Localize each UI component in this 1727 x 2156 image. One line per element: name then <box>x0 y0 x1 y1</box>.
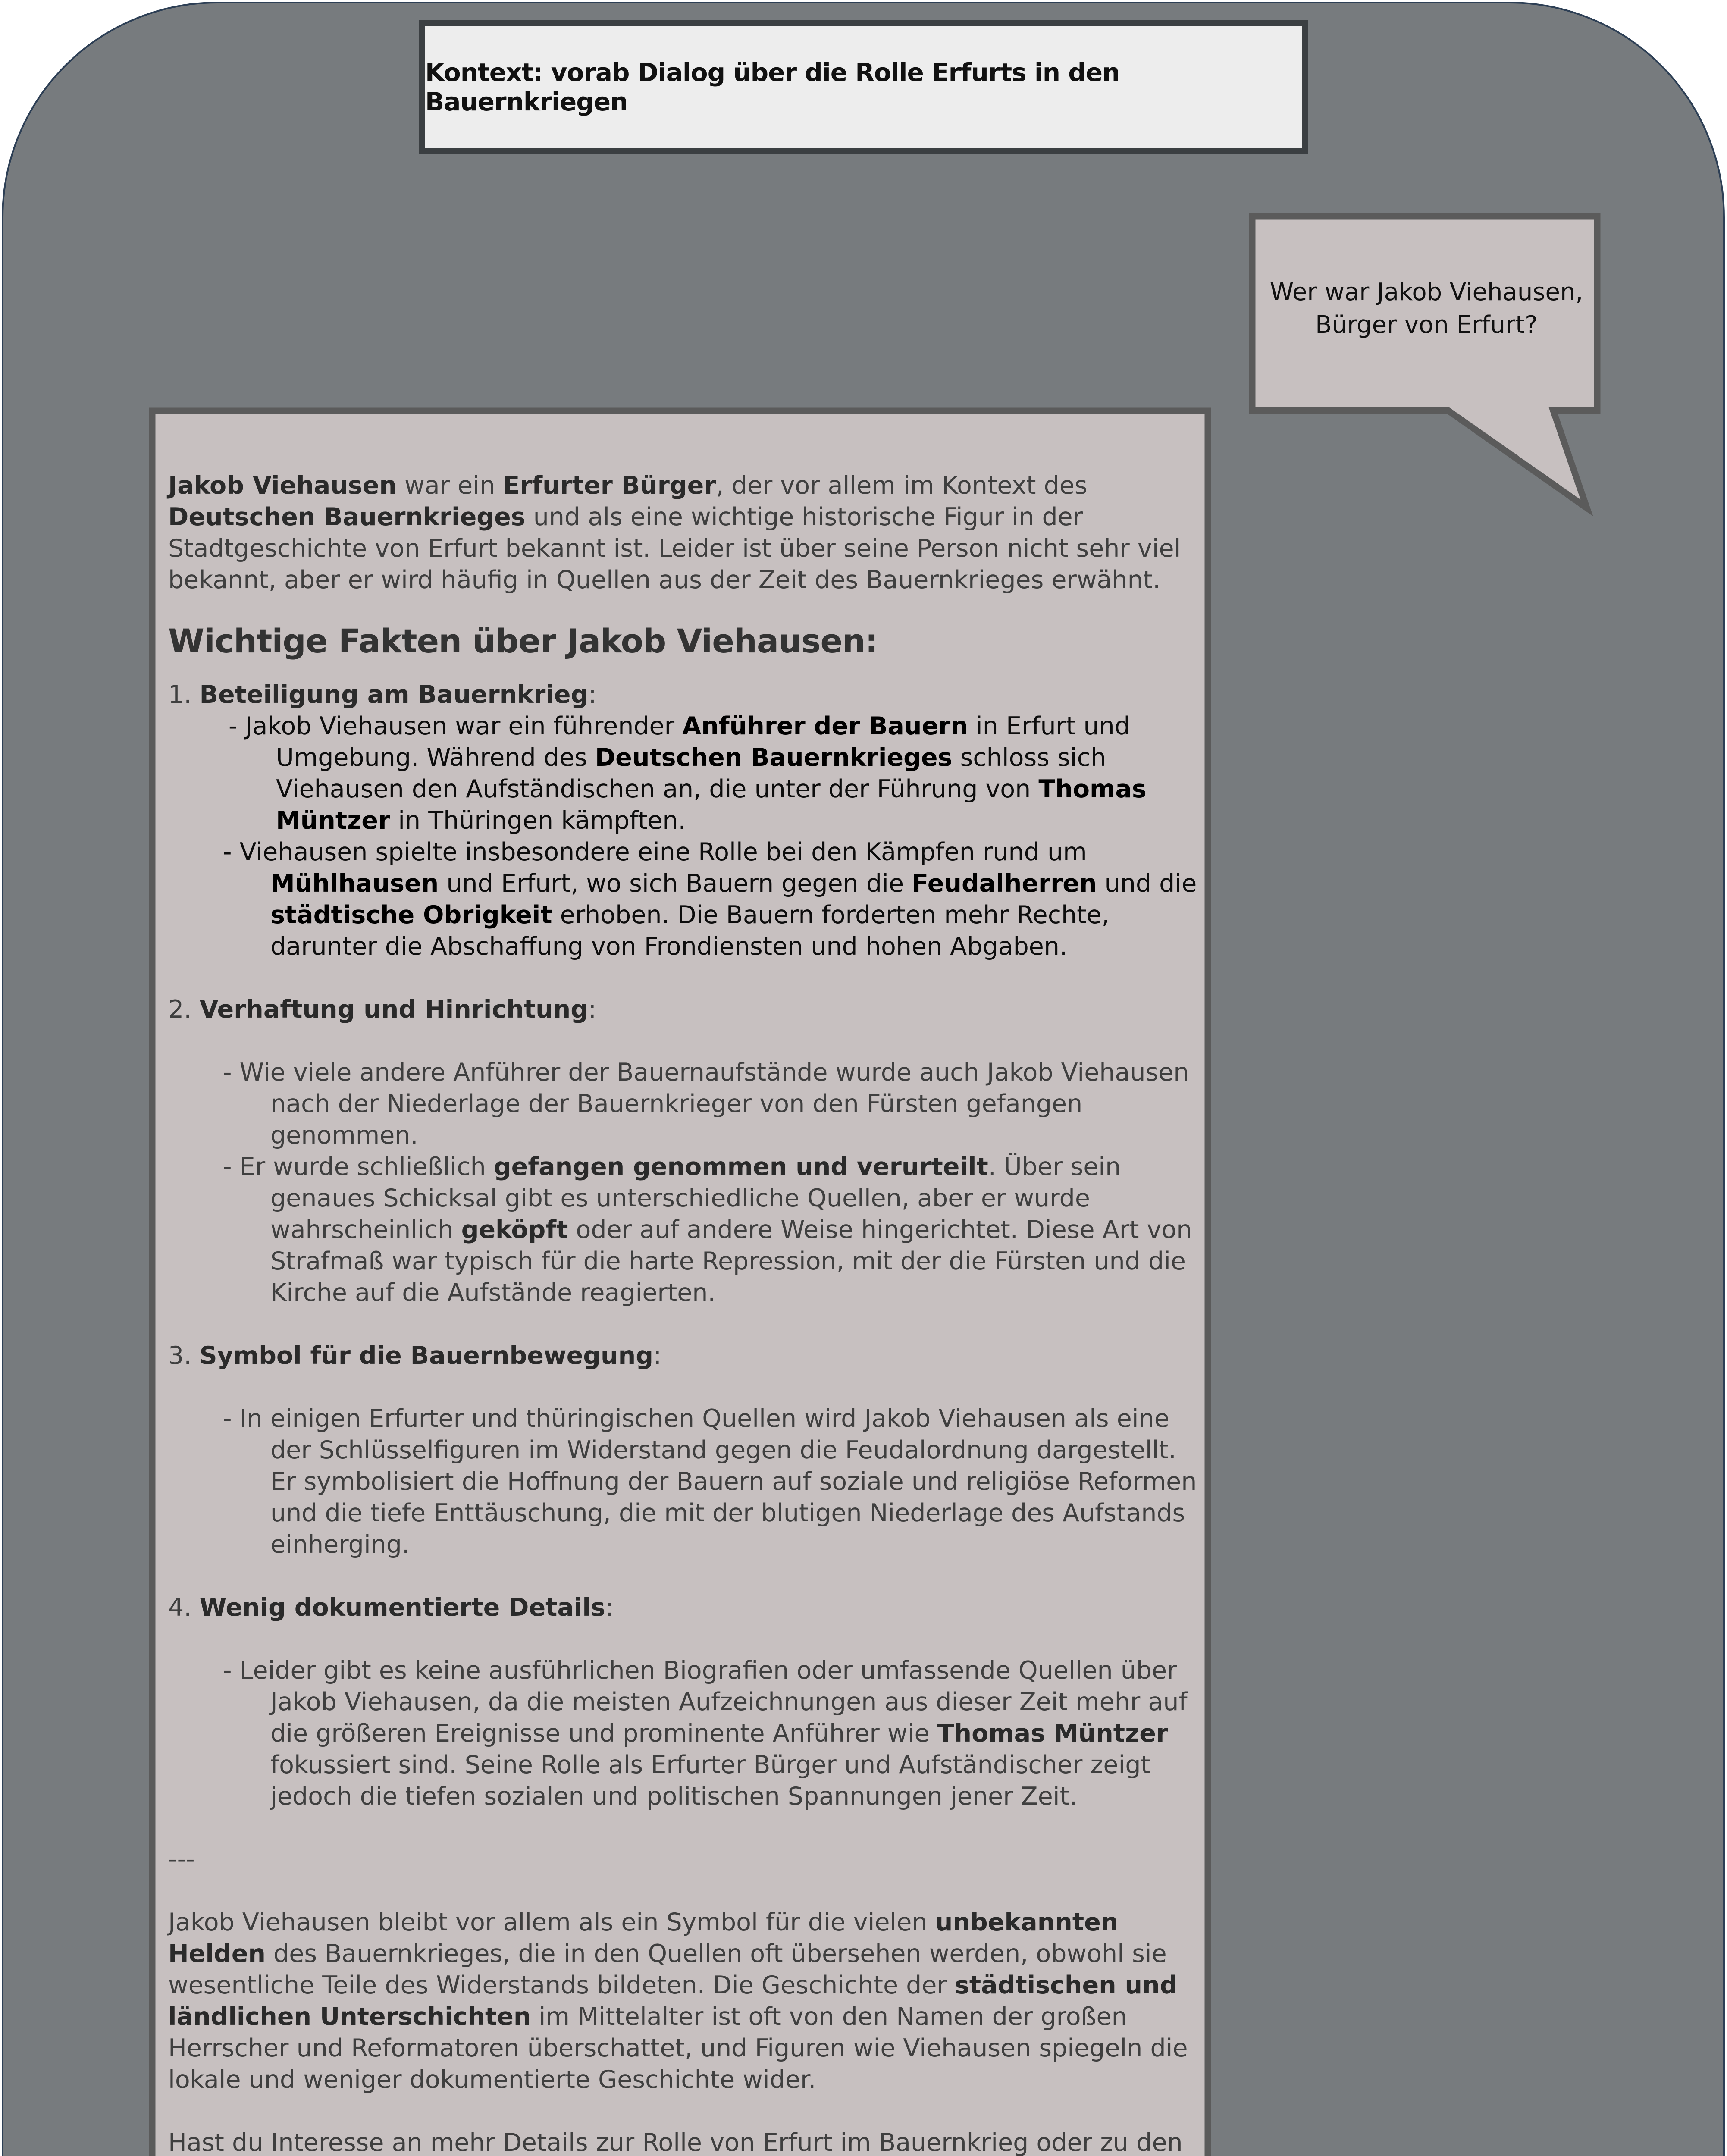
assistant-message-text <box>168 470 1203 2156</box>
intro-paragraph: Jakob Viehausen war ein Erfurter Bürger, der vor allem im Kontext des Deutschen Bauernkrieges und als eine wichtige historische Figur in der Stadtgeschichte von Erfurt bekannt ist. Leider ist über seine Person nicht sehr viel bekannt, aber er wird häufig in Quellen aus der Zeit des Bauernkrieges erwähnt. <box>168 471 1181 594</box>
user-message-line: Wer war Jakob Viehausen, <box>1269 278 1583 306</box>
user-message-bubble <box>1252 216 1597 508</box>
list-item: - Viehausen spielte insbesondere eine Rolle bei den Kämpfen rund um Mühlhausen und Erfurt, wo sich Bauern gegen die Feudalherren und die städtische Obrigkeit erhoben. Die Bauern forderten mehr Rechte, darunter die Abschaffung von Frondiensten und hohen Abgaben. <box>223 838 1197 961</box>
conclusion-paragraph: Jakob Viehausen bleibt vor allem als ein Symbol für die vielen unbekannten Helden des Bauernkrieges, die in den Quellen oft übersehen werden, obwohl sie wesentliche Teile des Widerstands bildeten. Die Geschichte der städtischen und ländlichen Unterschichten im Mittelalter ist oft von den Namen der großen Herrscher und Reformatoren überschattet, und Figuren wie Viehausen spiegeln die lokale und weniger dokumentierte Geschichte wider. <box>168 1908 1188 2094</box>
list-item: - Wie viele andere Anführer der Bauernaufstände wurde auch Jakob Viehausen nach der Niederlage der Bauernkrieger von den Fürsten gefangen genommen. <box>223 1058 1189 1150</box>
user-message-text <box>1258 276 1595 342</box>
list-item: - Leider gibt es keine ausführlichen Biografien oder umfassende Quellen über Jakob Viehausen, da die meisten Aufzeichnungen aus dieser Zeit mehr auf die größeren Ereignisse und prominente Anführer wie Thomas Müntzer fokussiert sind. Seine Rolle als Erfurter Bürger und Aufständischer zeigt jedoch die tiefen sozialen und politischen Spannungen jener Zeit. <box>223 1656 1188 1811</box>
closing-question: Hast du Interesse an mehr Details zur Rolle von Erfurt im Bauernkrieg oder zu den <box>168 2128 1183 2156</box>
context-label-text: Kontext: vorab Dialog über die Rolle Erfurts in den Bauernkriegen <box>425 58 1120 116</box>
section-title: 1. Beteiligung am Bauernkrieg: <box>168 680 597 709</box>
section-title: 3. Symbol für die Bauernbewegung: <box>168 1341 662 1370</box>
section-title: 4. Wenig dokumentierte Details: <box>168 1593 614 1622</box>
list-item: - In einigen Erfurter und thüringischen Quellen wird Jakob Viehausen als eine der Schlüsselfiguren im Widerstand gegen die Feudalordnung dargestellt. Er symbolisiert die Hoffnung der Bauern auf soziale und religiöse Reformen und die tiefe Enttäuschung, die mit der blutigen Niederlage des Aufstands einherging. <box>223 1404 1197 1559</box>
separator: --- <box>168 1845 195 1874</box>
user-message-line: Bürger von Erfurt? <box>1315 311 1538 339</box>
section-title: 2. Verhaftung und Hinrichtung: <box>168 995 597 1024</box>
list-item: - Jakob Viehausen war ein führender Anführer der Bauern in Erfurt und Umgebung. Während des Deutschen Bauernkrieges schloss sich Viehausen den Aufständischen an, die unter der Führung von Thomas Müntzer in Thüringen kämpften. <box>229 712 1147 835</box>
list-item: - Er wurde schließlich gefangen genommen und verurteilt. Über sein genaues Schicksal gibt es unterschiedliche Quellen, aber er wurde wahrscheinlich geköpft oder auf andere Weise hingerichtet. Diese Art von Strafmaß war typisch für die harte Repression, mit der die Fürsten und die Kirche auf die Aufstände reagierten. <box>223 1153 1192 1307</box>
section-heading: Wichtige Fakten über Jakob Viehausen: <box>168 622 878 660</box>
